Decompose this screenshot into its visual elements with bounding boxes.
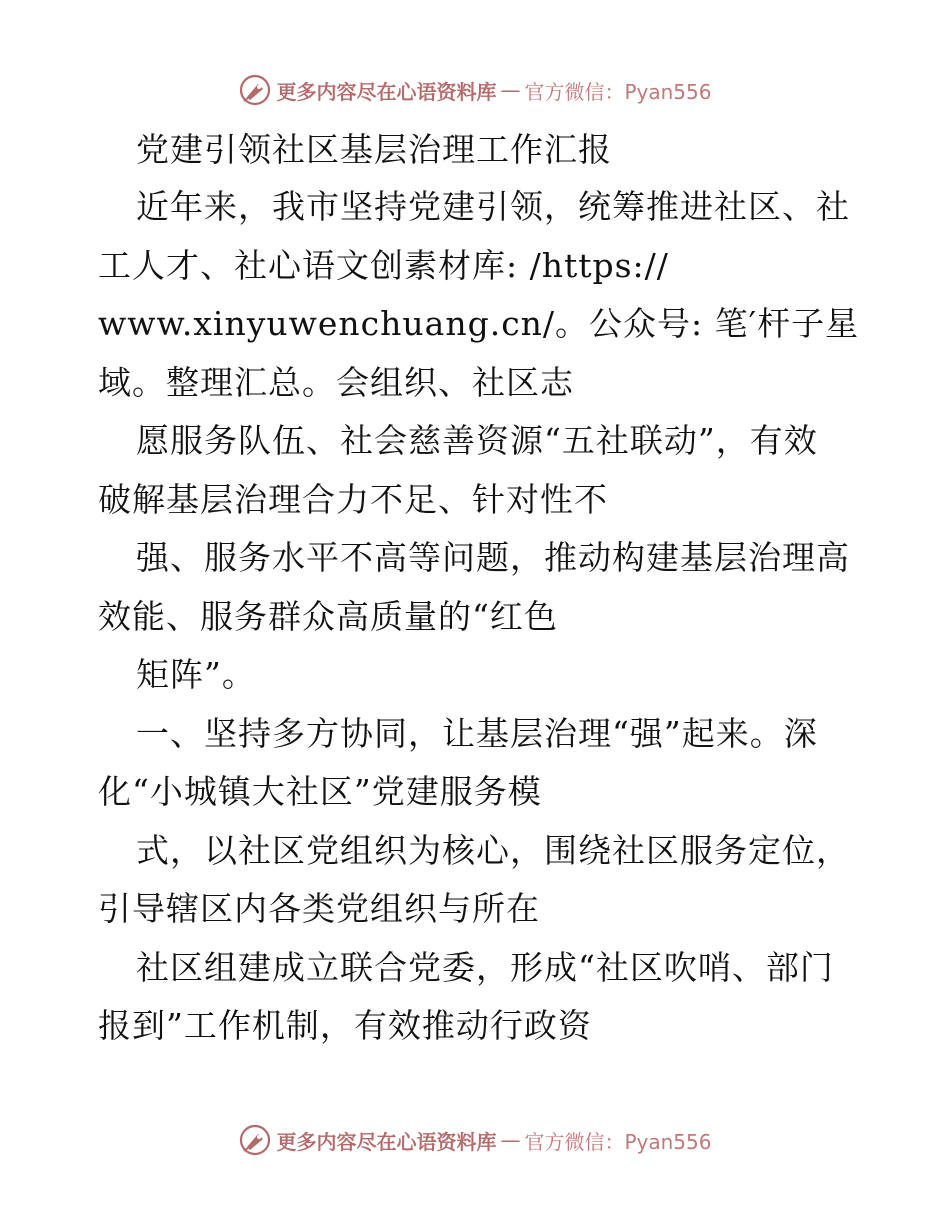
footer-watermark [0,1122,950,1158]
text-line: 强、服务水平不高等问题，推动构建基层治理高 [136,538,850,577]
text-line: 化“小城镇大社区”党建服务模 [98,772,542,811]
text-line: 效能、服务群众高质量的“红色 [98,596,558,636]
watermark-brand: 更多内容尽在心语资料库 [276,79,497,104]
watermark-contact: 官方微信：Pyan556 [524,79,712,104]
text-line: 破解基层治理合力不足、针对性不 [98,479,608,519]
document-title: 党建引领社区基层治理工作汇报 [136,130,612,169]
text-line: www.xinyuwenchuang.cn/。公众号: 笔′杆子星 [98,304,860,343]
text-line: 近年来，我市坚持党建引领，统筹推进社区、社 [136,187,850,226]
text-line: 报到”工作机制，有效推动行政资 [98,1006,592,1045]
header-watermark [0,72,950,108]
text-line: 域。整理汇总。会组织、社区志 [98,362,574,402]
text-line: 社区组建成立联合党委，形成“社区吹哨、部门 [136,947,834,987]
pen-nib-logo-icon [238,1123,272,1157]
watermark-brand: 更多内容尽在心语资料库 [276,1129,497,1154]
watermark-contact: 官方微信：Pyan556 [524,1129,712,1154]
watermark-separator: — [500,78,521,102]
document-body [98,122,858,1056]
text-line: 式，以社区党组织为核心，围绕社区服务定位， [136,830,850,870]
text-line: 一、坚持多方协同，让基层治理“强”起来。深 [136,713,818,753]
watermark-separator: — [500,1128,521,1152]
pen-nib-logo-icon [238,73,272,107]
text-line: 工人才、社心语文创素材库: /https:// [98,245,669,285]
text-line: 引导辖区内各类党组织与所在 [98,889,540,928]
text-line: 矩阵”。 [136,655,256,694]
text-line: 愿服务队伍、社会慈善资源“五社联动”，有效 [136,421,818,460]
